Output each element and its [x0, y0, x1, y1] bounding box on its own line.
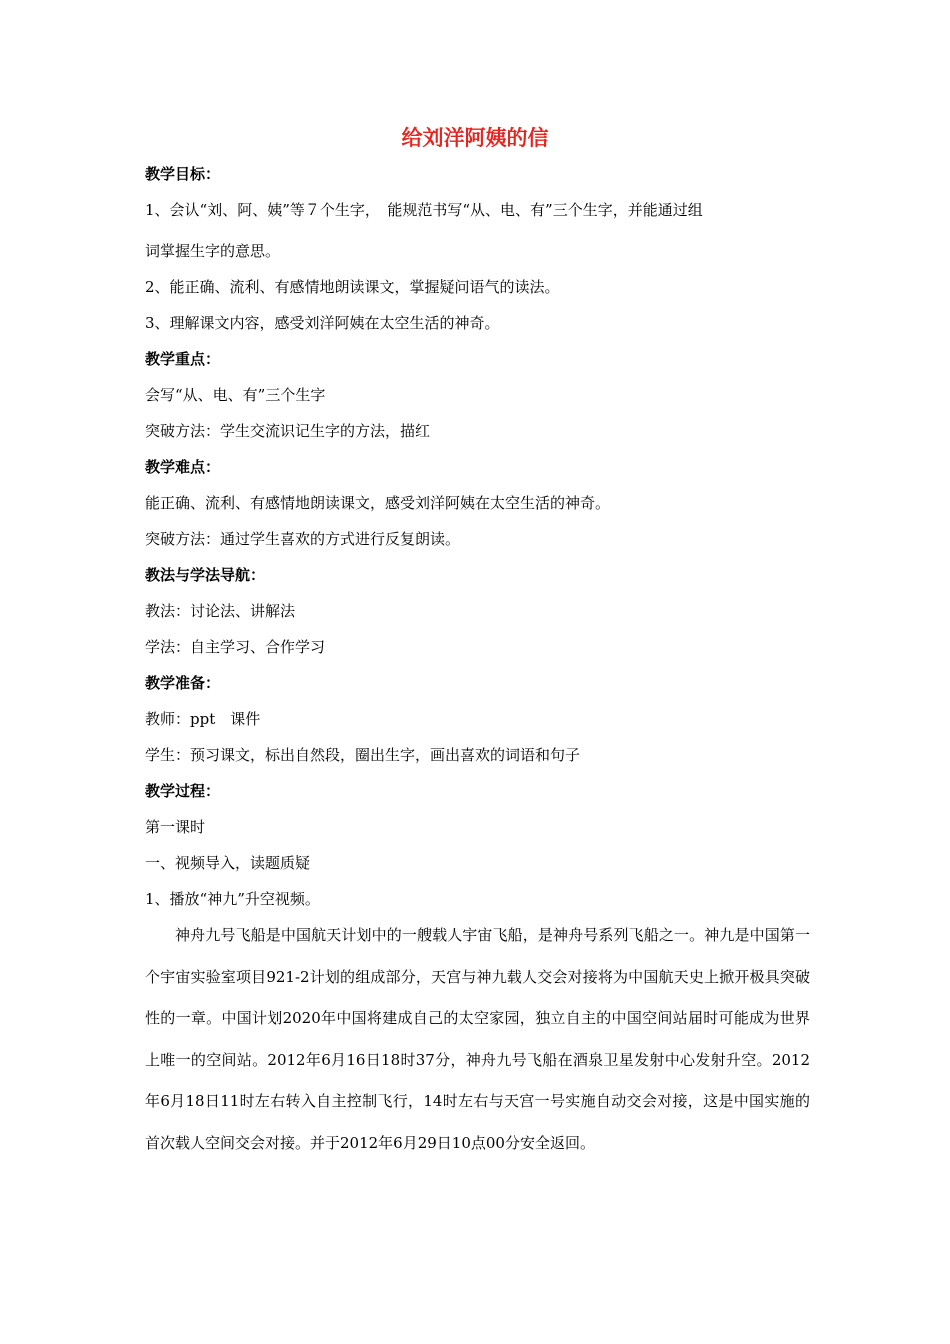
- student-prep: 学生：预习课文，标出自然段，圈出生字，画出喜欢的词语和句子: [145, 746, 581, 764]
- difficulty-point-1: 能正确、流利、有感情地朗读课文，感受刘洋阿姨在太空生活的神奇。: [145, 494, 611, 512]
- method-heading: 教法与学法导航：: [145, 566, 266, 584]
- goals-heading: 教学目标：: [145, 165, 221, 183]
- key-heading: 教学重点：: [145, 350, 221, 368]
- shenzhou-nine-paragraph: 神舟九号飞船是中国航天计划中的一艘载人宇宙飞船，是神舟号系列飞船之一。神九是中国第一个宇宙实验室项目921-2计划的组成部分，天宫与神九载人交会对接将为中国航天史上掀开极具突破性的一章。中国计划2020年中国将建成自己的太空家园，独立自主的中国空间站届时可能成为世界上唯一的空间站。2012年6月16日18时37分，神舟九号飞船在酒泉卫星发射中心发射升空。2012年6月18日11时左右转入自主控制飞行，14时左右与天宫一号实施自动交会对接，这是中国实施的首次载人空间交会对接。并于2012年6月29日10点00分安全返回。: [145, 926, 810, 1152]
- lesson-label: 第一课时: [145, 818, 206, 836]
- process-heading: 教学过程：: [145, 782, 221, 800]
- goal-3: 3、理解课文内容，感受刘洋阿姨在太空生活的神奇。: [145, 314, 500, 332]
- teacher-prep: 教师：ppt 课件: [145, 710, 261, 728]
- goal-1-line-a: 1、会认“刘、阿、姨”等７个生字， 能规范书写“从、电、有”三个生字，并能通过组: [145, 201, 703, 219]
- teaching-method: 教法：讨论法、讲解法: [145, 602, 296, 620]
- document-title: 给刘洋阿姨的信: [401, 125, 549, 150]
- goal-2: 2、能正确、流利、有感情地朗读课文，掌握疑问语气的读法。: [145, 278, 560, 296]
- prep-heading: 教学准备：: [145, 674, 221, 692]
- key-point-1: 会写“从、电、有”三个生字: [145, 386, 326, 404]
- key-point-2: 突破方法：学生交流识记生字的方法，描红: [145, 422, 431, 440]
- difficulty-heading: 教学难点：: [145, 458, 221, 476]
- goal-1-line-b: 词掌握生字的意思。: [145, 242, 281, 260]
- goal-1: [145, 198, 810, 263]
- step-one-heading: 一、视频导入，读题质疑: [145, 854, 311, 872]
- difficulty-point-2: 突破方法：通过学生喜欢的方式进行反复朗读。: [145, 530, 461, 548]
- step-one-item-1: 1、播放“神九”升空视频。: [145, 890, 320, 908]
- document-body: [145, 162, 810, 1164]
- learning-method: 学法：自主学习、合作学习: [145, 638, 326, 656]
